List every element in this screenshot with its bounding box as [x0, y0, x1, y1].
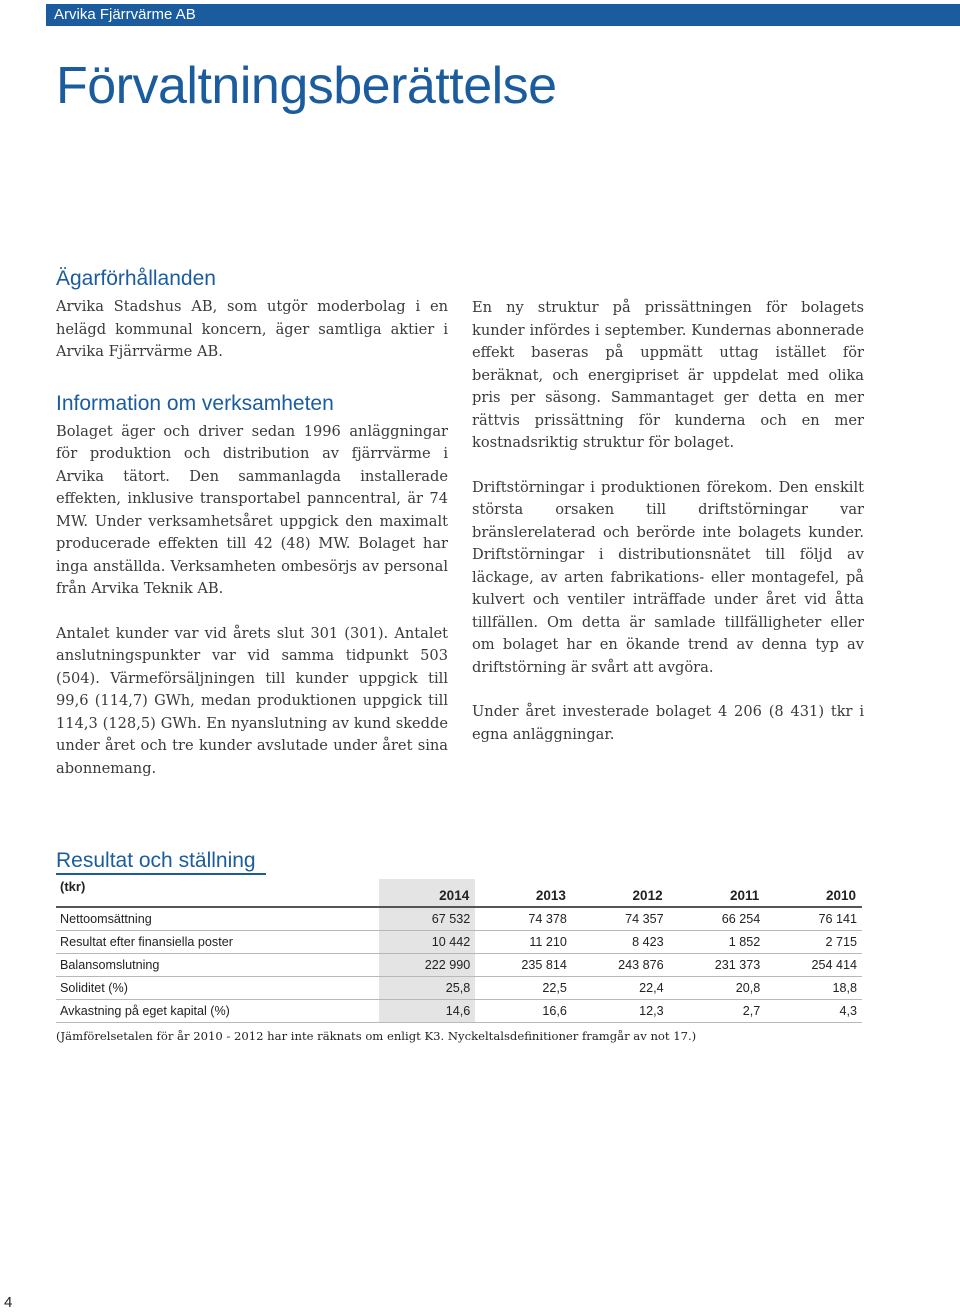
table-cell: 14,6 [379, 1000, 476, 1023]
right-column [472, 297, 864, 746]
table-row [56, 931, 862, 954]
table-cell: 20,8 [669, 977, 766, 1000]
table-cell: 235 814 [475, 954, 572, 977]
table-cell: 222 990 [379, 954, 476, 977]
left-column [56, 262, 448, 780]
table-footnote: (Jämförelsetalen för år 2010 - 2012 har inte räknats om enligt K3. Nyckeltalsdefinitioner framgår av not 17.) [56, 1029, 697, 1043]
customers-text: Antalet kunder var vid årets slut 301 (301). Antalet anslutningspunkter var vid samma tidpunkt 503 (504). Värmeförsäljningen till kunder uppgick till 99,6 (114,7) GWh, medan produktionen uppgick till 114,3 (128,5) GWh. En nyanslutning av kund skedde under året och tre kunder avslutade under året sina abonnemang. [56, 624, 448, 777]
table-row [56, 977, 862, 1000]
table-cell: 76 141 [765, 907, 862, 931]
table-cell: 2 715 [765, 931, 862, 954]
table-cell: 12,3 [572, 1000, 669, 1023]
table-cell: 18,8 [765, 977, 862, 1000]
table-cell: 4,3 [765, 1000, 862, 1023]
row-label: Soliditet (%) [56, 977, 379, 1000]
company-name: Arvika Fjärrvärme AB [54, 6, 196, 23]
table-cell: 8 423 [572, 931, 669, 954]
table-cell: 254 414 [765, 954, 862, 977]
table-cell: 16,6 [475, 1000, 572, 1023]
ownership-text: Arvika Stadshus AB, som utgör moderbolag i en helägd kommunal koncern, äger samtliga aktier i Arvika Fjärrvärme AB. [56, 298, 448, 360]
table-row [56, 954, 862, 977]
table-cell: 66 254 [669, 907, 766, 931]
table-cell: 22,4 [572, 977, 669, 1000]
investment-text: Under året investerade bolaget 4 206 (8 431) tkr i egna anläggningar. [472, 703, 864, 743]
row-label: Balansomslutning [56, 954, 379, 977]
year-header: 2010 [765, 879, 862, 907]
results-title: Resultat och ställning [56, 849, 256, 872]
table-cell: 231 373 [669, 954, 766, 977]
table-cell: 1 852 [669, 931, 766, 954]
page-title: Förvaltningsberättelse [56, 57, 557, 115]
row-label: Avkastning på eget kapital (%) [56, 1000, 379, 1023]
table-cell: 74 357 [572, 907, 669, 931]
year-header: 2013 [475, 879, 572, 907]
unit-label: (tkr) [56, 879, 379, 907]
year-header: 2014 [379, 879, 476, 907]
row-label: Nettoomsättning [56, 907, 379, 931]
disruptions-text: Driftstörningar i produktionen förekom. Den enskilt största orsaken till driftstörningar var bränslerelaterad och berörde inte bolagets kunder. Driftstörningar i distributionsnätet till följd av läckage, av arten fabrikations- eller montagefel, på kulvert och ventiler inträffade under året vid åtta tillfällen. Om detta är samlade tillfälligheter eller om bolaget har en ökande trend av denna typ av driftstörning är svårt att avgöra. [472, 478, 864, 676]
page-number: 4 [4, 1294, 13, 1311]
table-row [56, 1000, 862, 1023]
table-cell: 67 532 [379, 907, 476, 931]
ownership-heading: Ägarförhållanden [56, 267, 216, 290]
year-header: 2012 [572, 879, 669, 907]
table-cell: 22,5 [475, 977, 572, 1000]
row-label: Resultat efter finansiella poster [56, 931, 379, 954]
table-cell: 25,8 [379, 977, 476, 1000]
table-cell: 2,7 [669, 1000, 766, 1023]
operations-heading: Information om verksamheten [56, 391, 334, 415]
table-cell: 11 210 [475, 931, 572, 954]
year-header: 2011 [669, 879, 766, 907]
table-row [56, 907, 862, 931]
table-header-row [56, 879, 862, 907]
table-cell: 74 378 [475, 907, 572, 931]
header-bar [46, 4, 960, 26]
table-cell: 243 876 [572, 954, 669, 977]
table-cell: 10 442 [379, 931, 476, 954]
operations-text: Bolaget äger och driver sedan 1996 anläggningar för produktion och distribution av fjärrvärme i Arvika tätort. Den sammanlagda installerade effekten, inklusive transportabel panncentral, är 74 MW. Under verksamhetsåret uppgick den maximalt producerade effekten till 42 (48) MW. Bolaget har inga anställda. Verksamheten ombesörjs av personal från Arvika Teknik AB. [56, 422, 448, 597]
results-section [56, 846, 864, 1043]
results-table [56, 879, 862, 1023]
pricing-text: En ny struktur på prissättningen för bolagets kunder infördes i september. Kundernas abonnerade effekt baseras på uppmätt uttag istället för beräknat, och energipriset är uppdelat med olika pris per säsong. Sammantaget ger detta en mer rättvis prissättning för kunderna och en mer kostnadsriktig struktur för bolaget. [472, 299, 864, 451]
